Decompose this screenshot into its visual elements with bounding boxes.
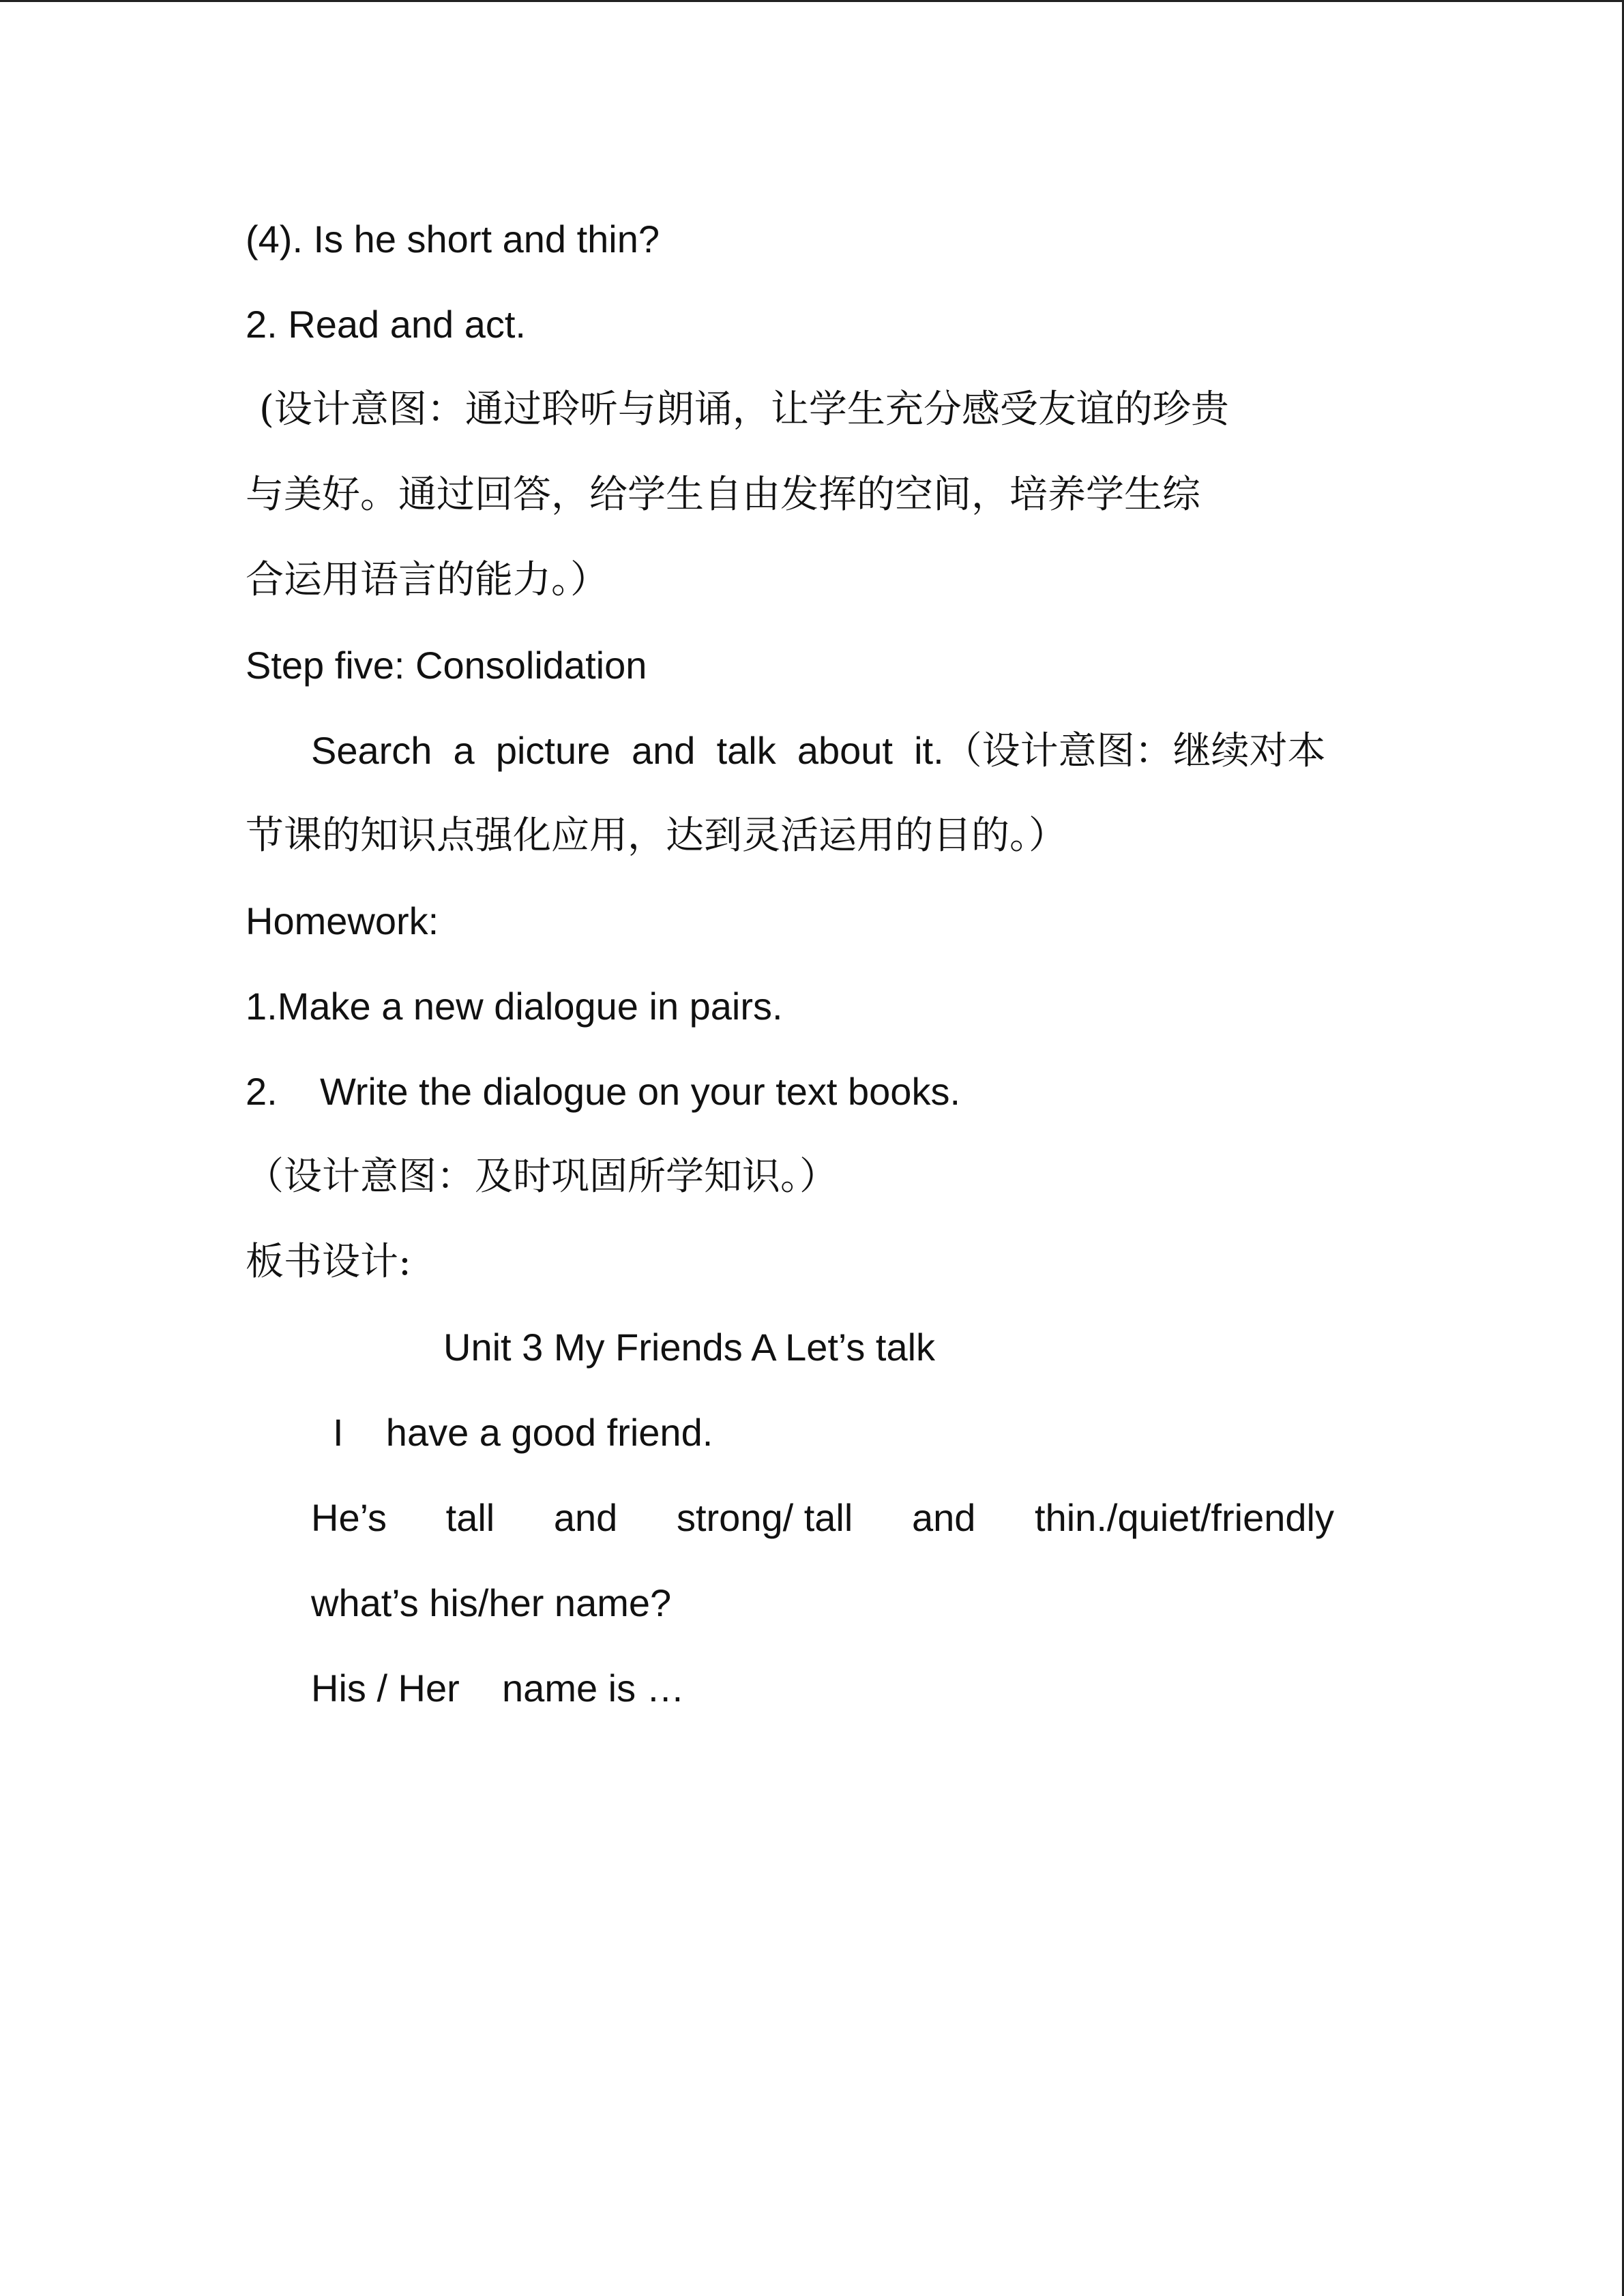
question-4: (4). Is he short and thin?	[246, 218, 660, 260]
consolidation-task-english: Search a picture and talk about it.	[311, 729, 944, 772]
homework-item-2: 2. Write the dialogue on your text books.	[246, 1070, 961, 1113]
blackboard-design-label: 板书设计:	[246, 1240, 411, 1284]
blackboard-line-1: I have a good friend.	[333, 1411, 713, 1454]
page-top-border	[0, 0, 1624, 2]
design-intent-1-line-2: 与美好。通过回答，给学生自由发挥的空间，培养学生综	[246, 473, 1200, 517]
design-intent-1-line-3: 合运用语言的能力。）	[246, 558, 608, 602]
board-word: strong/ tall	[676, 1496, 853, 1539]
consolidation-task	[311, 727, 1326, 775]
homework-item-1: 1.Make a new dialogue in pairs.	[246, 985, 783, 1028]
blackboard-line-4: His / Her name is …	[311, 1667, 685, 1710]
design-intent-1-line-1: (设计意图：通过聆听与朗诵，让学生充分感受友谊的珍贵	[259, 387, 1229, 432]
step-five-heading: Step five: Consolidation	[246, 644, 647, 687]
design-intent-2-line-2: 节课的知识点强化应用，达到灵活运用的目的。）	[246, 814, 1067, 858]
board-word: and	[553, 1496, 618, 1539]
design-intent-3: （设计意图：及时巩固所学知识。）	[246, 1154, 838, 1199]
board-word: and	[911, 1496, 976, 1539]
board-word: He’s	[311, 1496, 387, 1539]
blackboard-line-2	[311, 1494, 1334, 1542]
board-word: tall	[445, 1496, 495, 1539]
consolidation-task-intent: （设计意图：继续对本	[943, 729, 1326, 773]
board-word: thin./quiet/friendly	[1035, 1496, 1334, 1539]
homework-heading: Homework:	[246, 899, 439, 942]
read-and-act-item: 2. Read and act.	[246, 303, 526, 346]
blackboard-line-3: what’s his/her name?	[311, 1581, 672, 1624]
blackboard-title: Unit 3 My Friends A Let’s talk	[443, 1326, 936, 1369]
